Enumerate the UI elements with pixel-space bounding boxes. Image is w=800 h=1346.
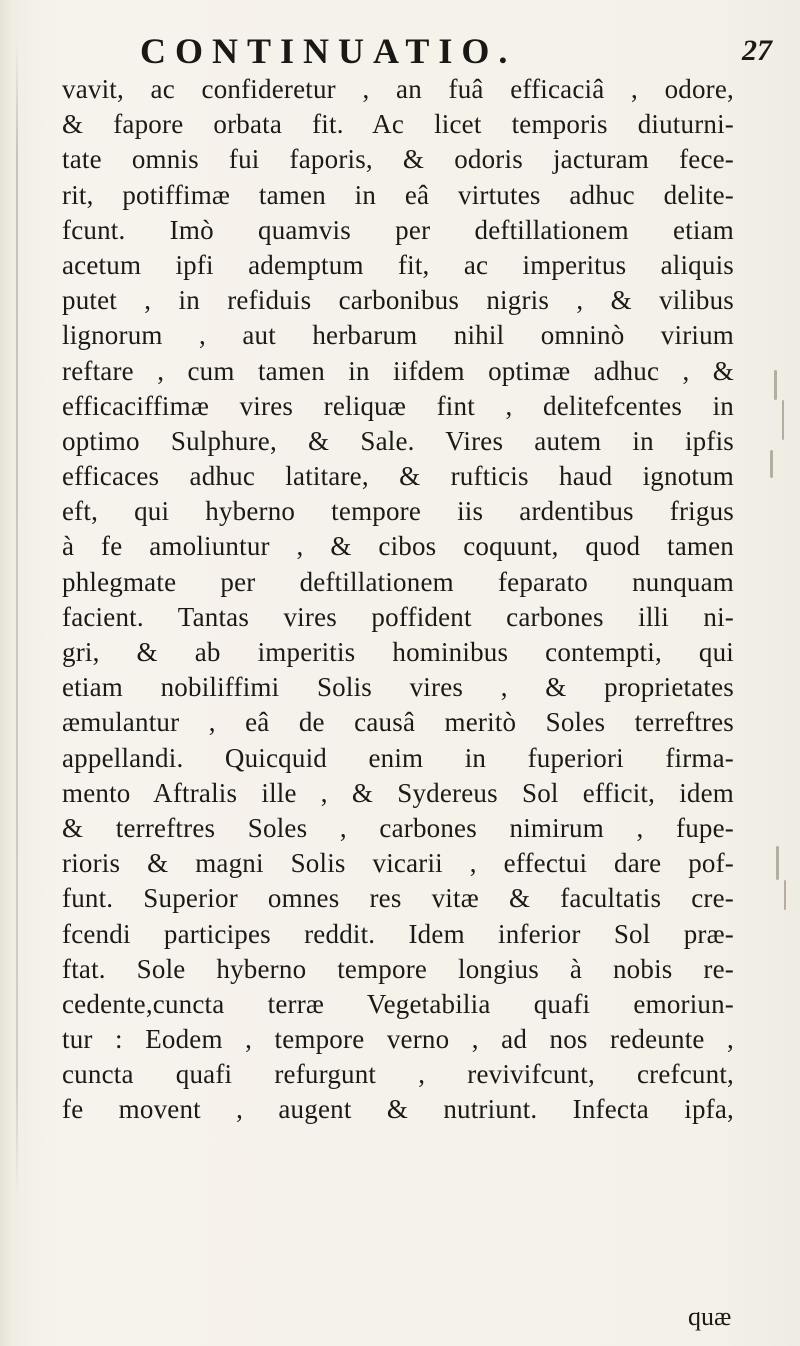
text-line: eft, qui hyberno tempore iis ardentibus frigus: [62, 496, 734, 527]
text-line: æmulantur , eâ de causâ meritò Soles terreftres: [62, 707, 734, 738]
text-line: à fe amoliuntur , & cibos coquunt, quod tamen: [62, 531, 734, 562]
show-through-marks: [760, 360, 800, 490]
text-line: vavit, ac confideretur , an fuâ efficaciâ , odore,: [62, 74, 734, 104]
text-line: tur : Eodem , tempore verno , ad nos redeunte ,: [62, 1024, 734, 1055]
running-head: CONTINUATIO.: [140, 31, 517, 71]
text-line: gri, & ab imperitis hominibus contempti, qui: [62, 637, 734, 667]
text-line: mento Aftralis ille , & Sydereus Sol efficit, idem: [62, 777, 734, 808]
text-line: phlegmate per deftillationem feparato nunquam: [62, 566, 734, 597]
text-line: appellandi. Quicquid enim in fuperiori firma-: [62, 742, 734, 773]
text-line: & terreftres Soles , carbones nimirum , fupe-: [62, 812, 734, 843]
text-line: tate omnis fui faporis, & odoris jacturam fece-: [62, 144, 734, 175]
text-line: rit, potiffimæ tamen in eâ virtutes adhuc delite-: [62, 179, 734, 210]
text-line: lignorum , aut herbarum nihil omninò virium: [62, 320, 734, 351]
text-line: fe movent , augent & nutriunt. Infecta ipfa,: [62, 1094, 734, 1125]
text-line: rioris & magni Solis vicarii , effectui dare pof-: [62, 848, 734, 879]
text-line: acetum ipfi ademptum fit, ac imperitus aliquis: [62, 249, 734, 280]
text-line: funt. Superior omnes res vitæ & facultatis cre-: [62, 883, 734, 914]
text-line: reftare , cum tamen in iifdem optimæ adhuc , &: [62, 355, 734, 386]
page-header: [140, 30, 772, 76]
text-line: optimo Sulphure, & Sale. Vires autem in ipfis: [62, 425, 734, 456]
text-line: fcunt. Imò quamvis per deftillationem etiam: [62, 214, 734, 245]
text-line: facient. Tantas vires poffident carbones illi ni-: [62, 601, 734, 632]
text-line: cedente,cuncta terræ Vegetabilia quafi emoriun-: [62, 988, 734, 1019]
body-text: [62, 72, 734, 1128]
text-line: etiam nobiliffimi Solis vires , & proprietates: [62, 672, 734, 703]
show-through-marks-lower: [760, 840, 800, 920]
catchword: quæ: [688, 1302, 732, 1331]
text-line: & fapore orbata fit. Ac licet temporis diuturni-: [62, 109, 734, 140]
text-line: fcendi participes reddit. Idem inferior Sol præ-: [62, 918, 734, 949]
text-line: efficaciffimæ vires reliquæ fint , delitefcentes in: [62, 390, 734, 421]
text-line: efficaces adhuc latitare, & rufticis haud ignotum: [62, 461, 734, 492]
binding-gutter: [16, 40, 18, 1200]
text-line: cuncta quafi refurgunt , revivifcunt, crefcunt,: [62, 1059, 734, 1090]
page-number: 27: [742, 34, 772, 67]
text-line: ftat. Sole hyberno tempore longius à nobis re-: [62, 953, 734, 984]
text-line: putet , in refiduis carbonibus nigris , & vilibus: [62, 285, 734, 316]
